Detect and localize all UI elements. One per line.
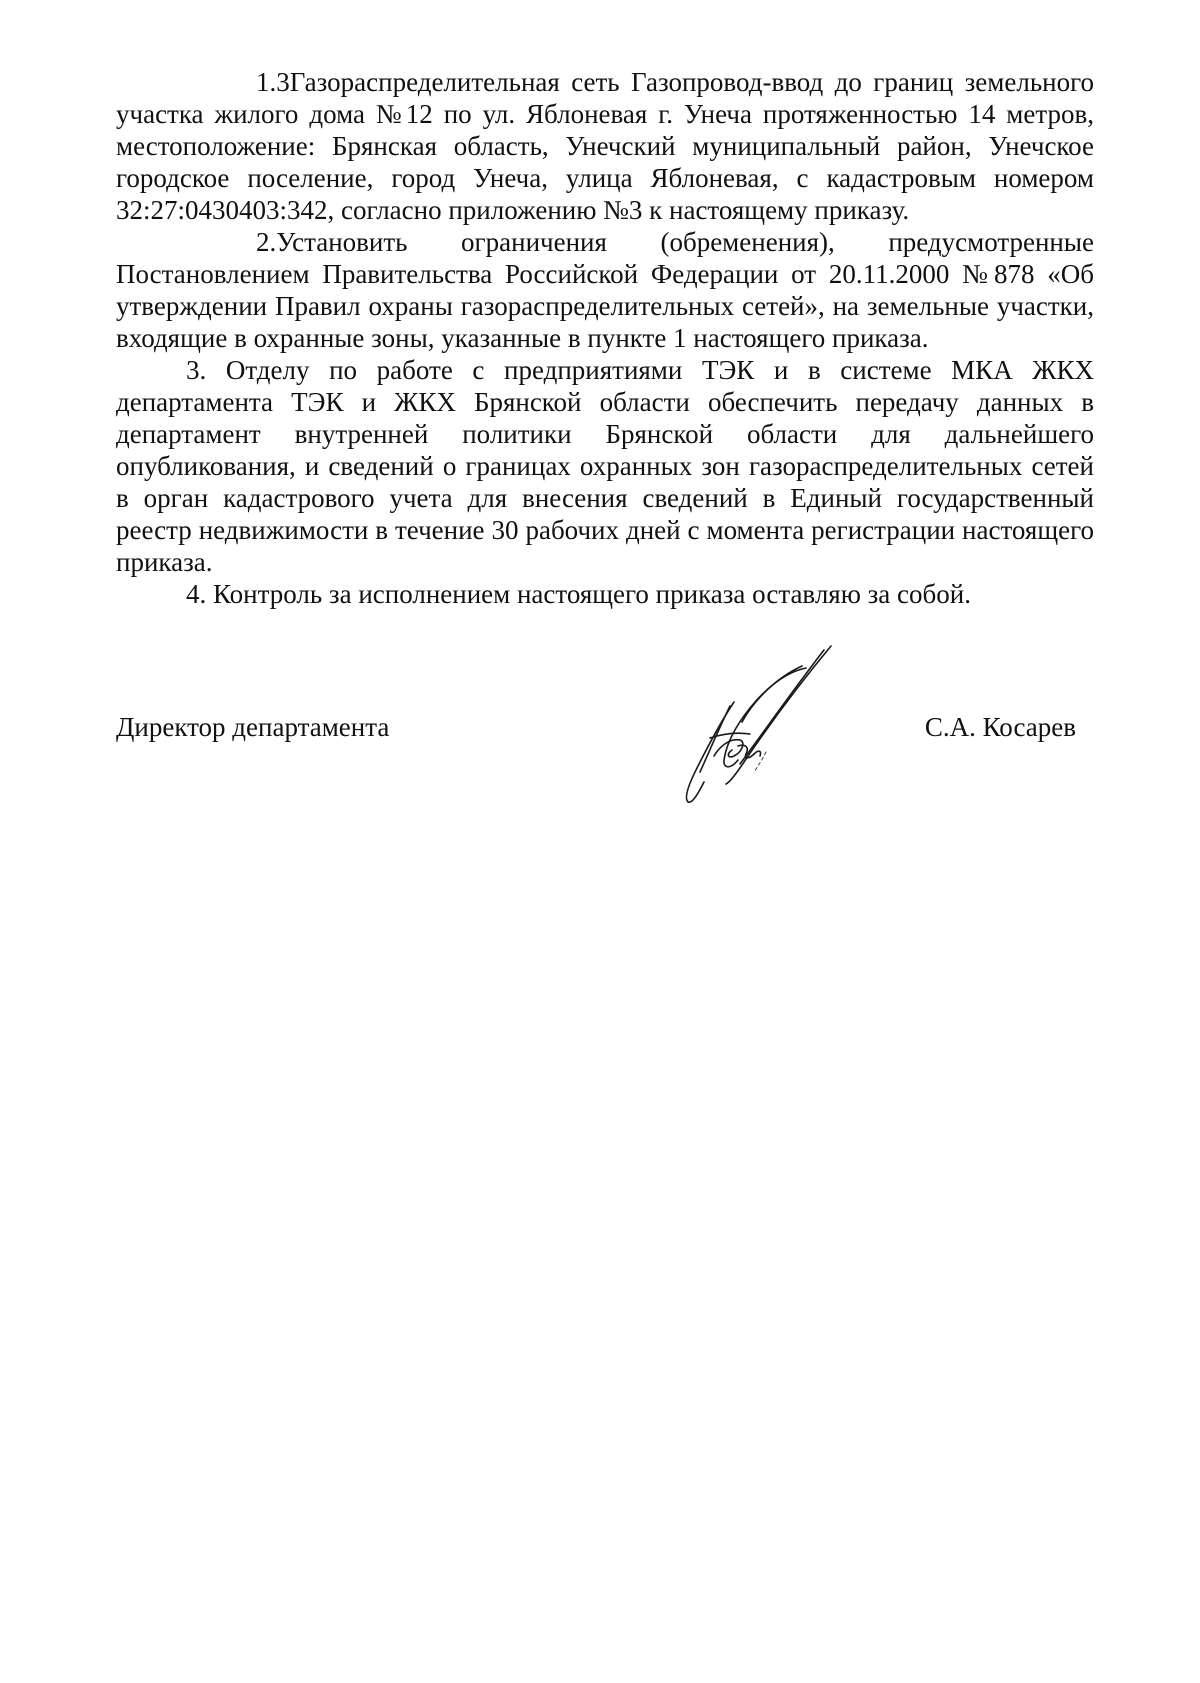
- signatory-name: С.А. Косарев: [924, 712, 1076, 742]
- handwritten-signature: [626, 642, 876, 812]
- paragraph-text: Газораспределительная сеть Газопровод-ввод до границ земельного участка жилого дома №12 по ул. Яблоневая г. Унеча протяженностью 14 метров, местоположение: Брянская область, Унечский муниципальный район, Унечское городское поселение, город Унеча, улица Яблоневая, с кадастровым номером 32:27:0430403:342, согласно приложению №3 к настоящему приказу.: [116, 67, 1094, 225]
- paragraph-text: Контроль за исполнением настоящего приказа оставляю за собой.: [213, 579, 971, 609]
- signatory-title: Директор департамента: [116, 712, 390, 742]
- paragraph-text: Установить ограничения (обременения), предусмотренные Постановлением Правительства Российской Федерации от 20.11.2000 №878 «Об утверждении Правил охраны газораспределительных сетей», на земельные участки, входящие в охранные зоны, указанные в пункте 1 настоящего приказа.: [116, 227, 1094, 353]
- document-body: [116, 66, 1094, 610]
- paragraph-2: [116, 226, 1094, 354]
- paragraph-1-3: [116, 66, 1094, 226]
- paragraph-3: [116, 354, 1094, 578]
- paragraph-number: 1.3: [256, 67, 290, 97]
- paragraph-number: 2.: [256, 227, 277, 257]
- paragraph-4: [116, 578, 1094, 610]
- signature-block: [116, 700, 1076, 830]
- paragraph-number: 4.: [186, 579, 207, 609]
- paragraph-number: 3.: [186, 355, 207, 385]
- paragraph-text: Отделу по работе с предприятиями ТЭК и в системе МКА ЖКХ департамента ТЭК и ЖКХ Брянской области обеспечить передачу данных в департамент внутренней политики Брянской области для дальнейшего опубликования, и сведений о границах охранных зон газораспределительных сетей в орган кадастрового учета для внесения сведений в Единый государственный реестр недвижимости в течение 30 рабочих дней с момента регистрации настоящего приказа.: [116, 355, 1094, 577]
